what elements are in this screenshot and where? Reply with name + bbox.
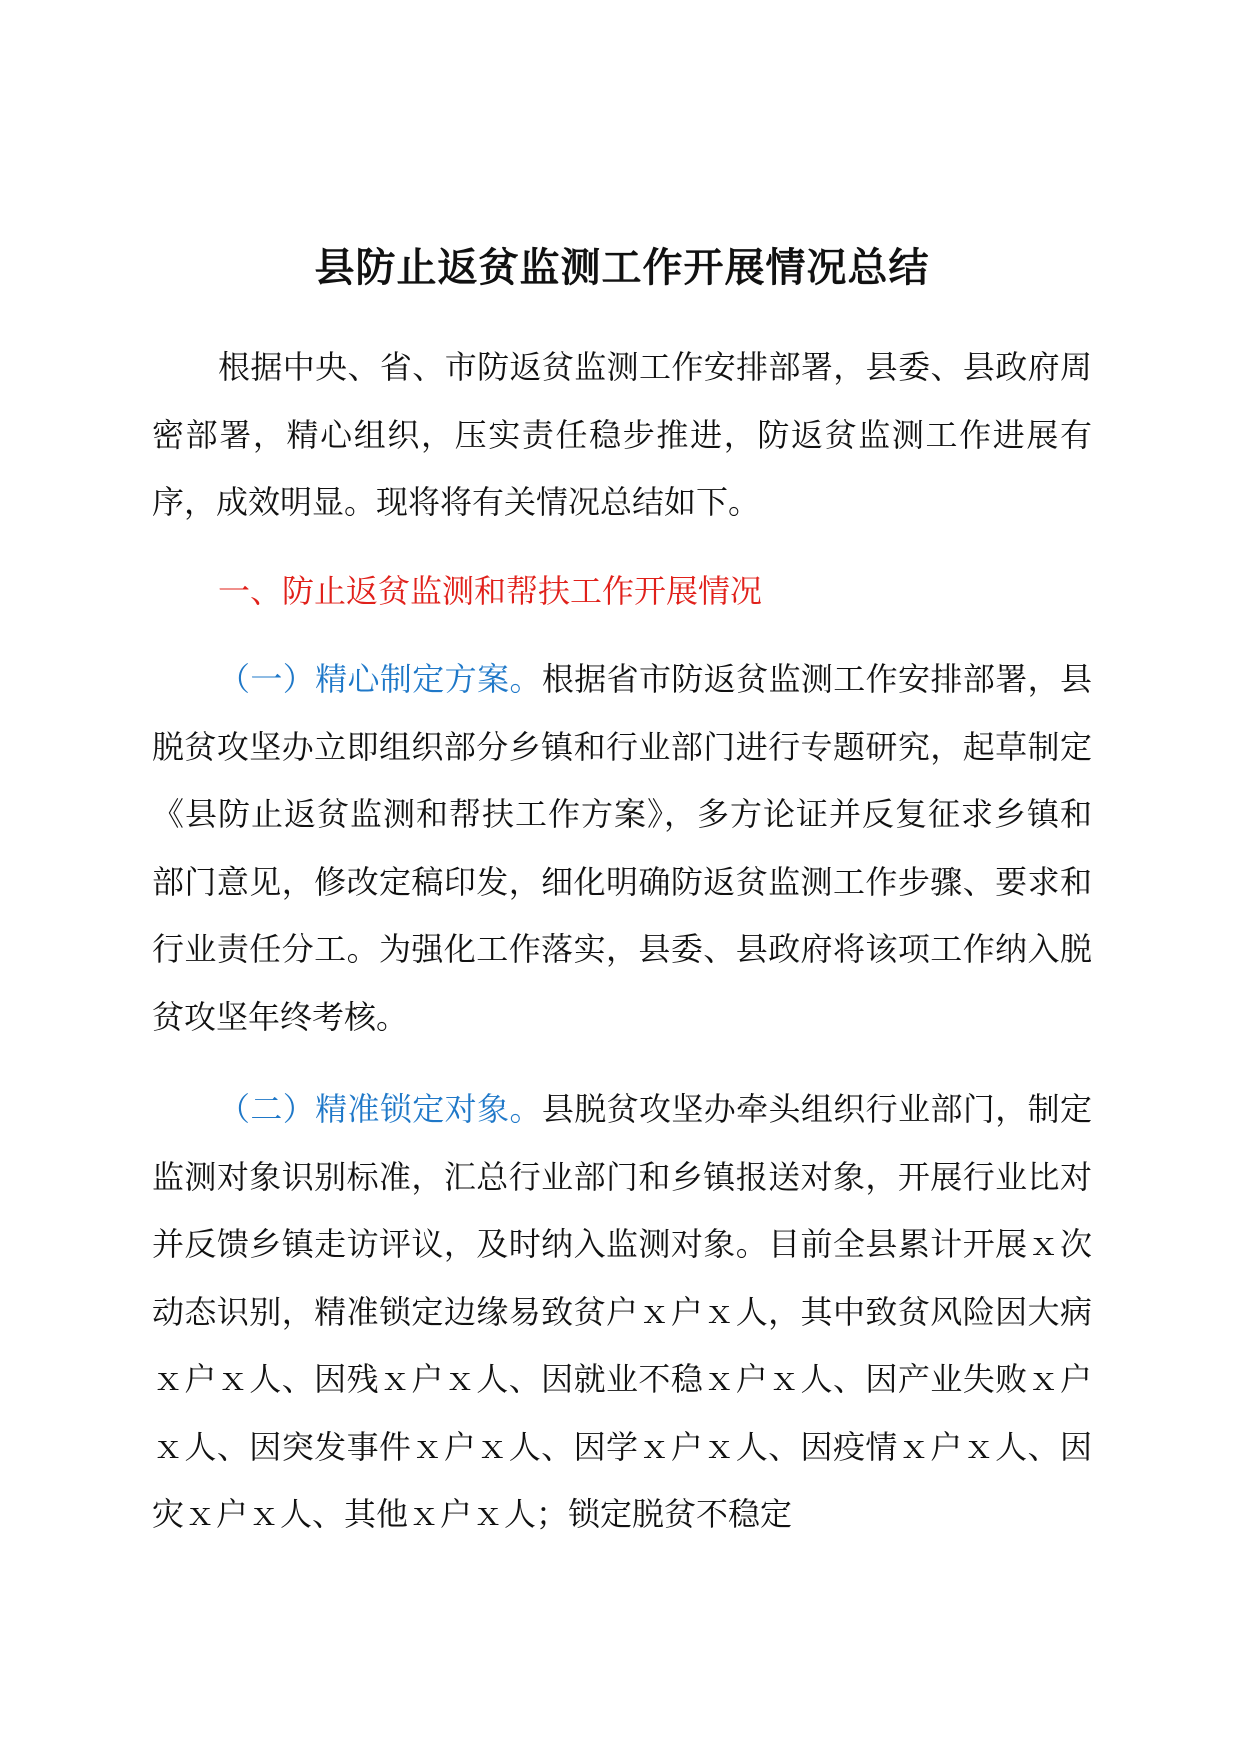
subsection-two-body: 县脱贫攻坚办牵头组织行业部门，制定监测对象识别标准，汇总行业部门和乡镇报送对象，开展行业比对并反馈乡镇走访评议，及时纳入监测对象。目前全县累计开展ｘ次动态识别，精准锁定边缘易致贫户ｘ户ｘ人，其中致贫风险因大病ｘ户ｘ人、因残ｘ户ｘ人、因就业不稳ｘ户ｘ人、因产业失败ｘ户ｘ人、因突发事件ｘ户ｘ人、因学ｘ户ｘ人、因疫情ｘ户ｘ人、因灾ｘ户ｘ人、其他ｘ户ｘ人；锁定脱贫不稳定: [152, 1090, 1092, 1533]
intro-paragraph: 根据中央、省、市防返贫监测工作安排部署，县委、县政府周密部署，精心组织，压实责任稳步推进，防返贫监测工作进展有序，成效明显。现将将有关情况总结如下。: [152, 348, 1092, 521]
subsection-two-heading: （二）精准锁定对象。: [218, 1090, 542, 1128]
subsection-one-heading: （一）精心制定方案。: [218, 660, 542, 698]
document-title: 县防止返贫监测工作开展情况总结: [314, 245, 930, 291]
subsection-one-body: 根据省市防返贫监测工作安排部署，县脱贫攻坚办立即组织部分乡镇和行业部门进行专题研究，起草制定《县防止返贫监测和帮扶工作方案》，多方论证并反复征求乡镇和部门意见，修改定稿印发，细化明确防返贫监测工作步骤、要求和行业责任分工。为强化工作落实，县委、县政府将该项工作纳入脱贫攻坚年终考核。: [152, 660, 1092, 1036]
document-page: [152, 0, 1092, 1754]
subsection-one-paragraph: [152, 646, 1092, 1051]
section-one-heading: 一、防止返贫监测和帮扶工作开展情况: [218, 572, 763, 610]
subsection-two-paragraph: [152, 1076, 1092, 1549]
